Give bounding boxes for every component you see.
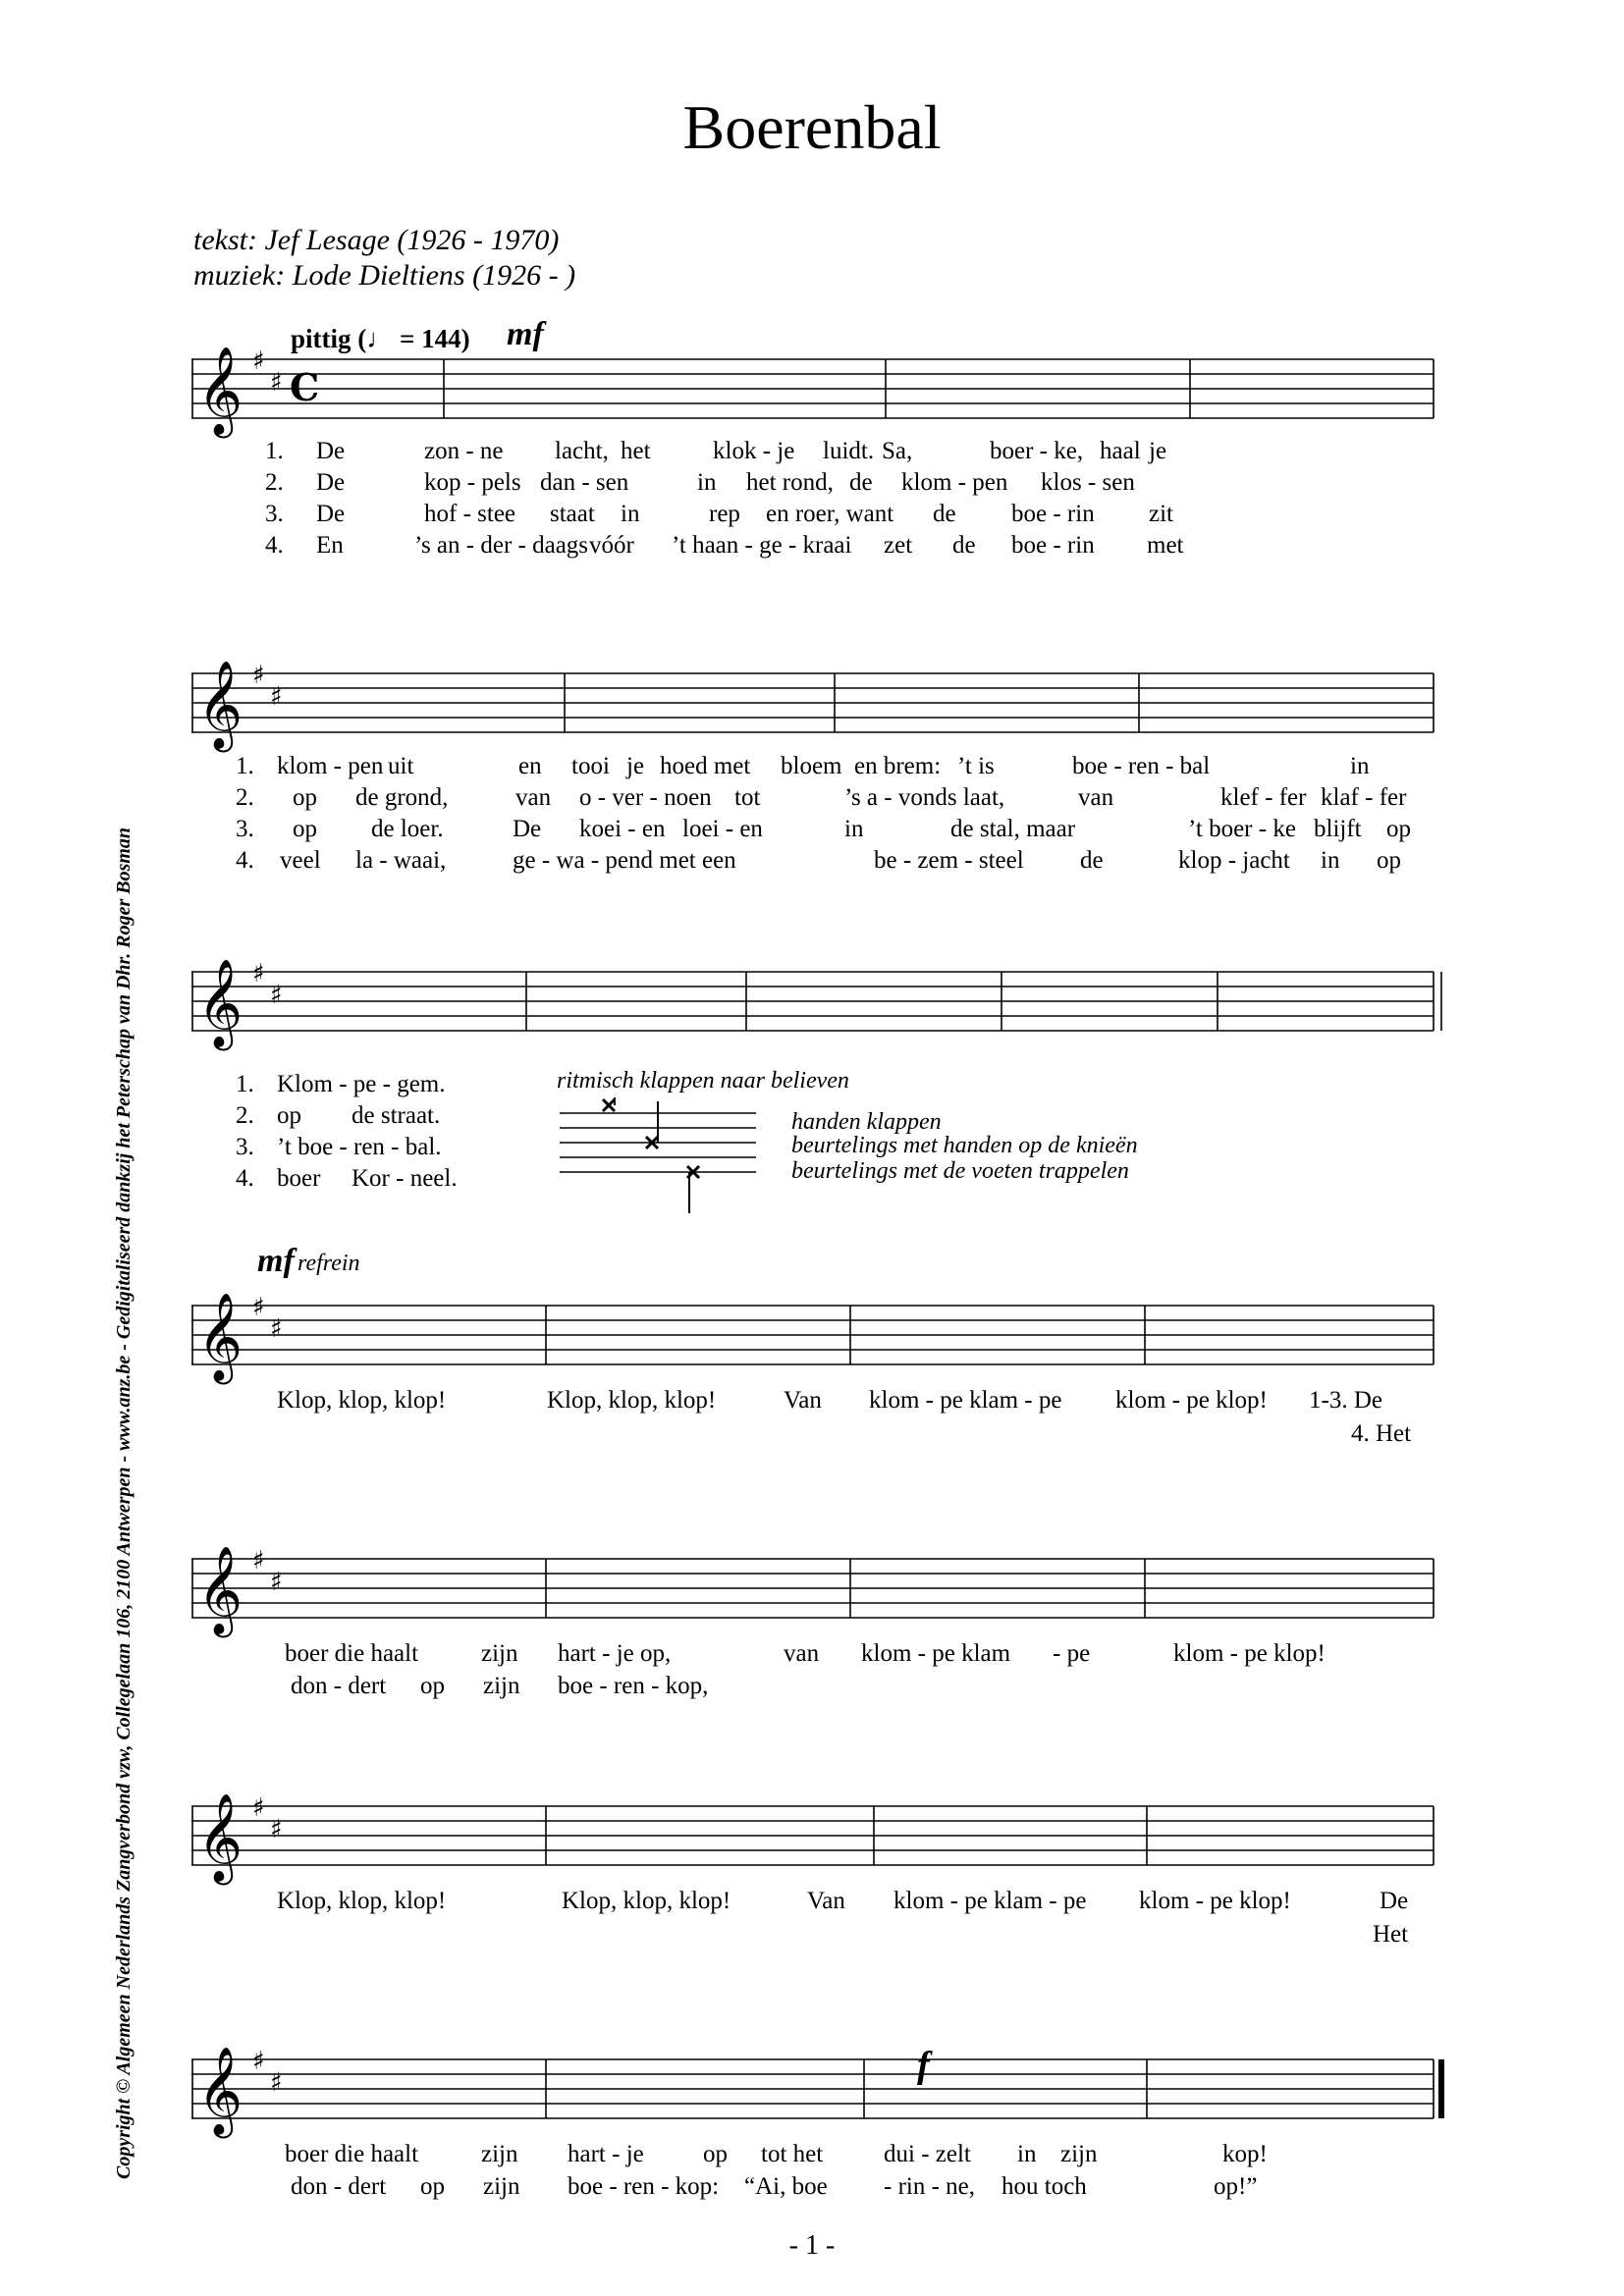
lyric-syllable: luidt. <box>823 438 875 464</box>
lyric-syllable: klom - pen <box>277 753 384 779</box>
treble-clef-icon: 𝄞 <box>197 1793 244 1882</box>
lyric-line-4 <box>236 1166 530 1198</box>
lyric-syllable: de grond, <box>355 784 449 811</box>
lyric-syllable: 1-3. De <box>1309 1387 1382 1414</box>
lyric-syllable: op <box>1386 816 1411 842</box>
lyric-syllable: kop - pels <box>424 469 521 496</box>
lyric-syllable: zijn <box>481 1640 518 1667</box>
lyric-syllable: klom - pe klop! <box>1115 1387 1268 1414</box>
lyric-syllable: De <box>316 469 346 496</box>
sharp-icon: ♯ <box>270 2068 283 2098</box>
lyric-syllable: loei - en <box>682 816 763 842</box>
lyric-syllable: zit <box>1149 501 1173 527</box>
sharp-icon: ♯ <box>270 1314 283 1344</box>
sharp-icon: ♯ <box>270 981 283 1010</box>
lyric-syllable: de <box>1080 847 1104 874</box>
lyric-syllable: klom - pe klop! <box>1173 1640 1326 1667</box>
lyric-syllable: het <box>621 438 651 464</box>
lyric-syllable: boe - rin <box>1011 501 1095 527</box>
lyric-syllable: En <box>316 532 344 559</box>
lyric-syllable: ’s a - vonds laat, <box>844 784 1005 811</box>
lyric-syllable: Klop, klop, klop! <box>277 1387 447 1414</box>
lyric-syllable: op <box>420 1673 445 1699</box>
lyric-line-4 <box>236 533 1434 564</box>
lyric-syllable: Klom - pe - gem. <box>277 1071 446 1097</box>
lyric-syllable: be - zem - steel <box>874 847 1024 874</box>
lyric-syllable: tot het <box>761 2141 824 2167</box>
dynamic-mf: mf <box>507 316 544 352</box>
lyric-syllable: in <box>621 501 640 527</box>
lyric-syllable: vóór <box>589 532 634 559</box>
lyric-syllable: boer <box>277 1165 321 1192</box>
lyric-syllable: Van <box>784 1387 822 1414</box>
lyric-syllable: boe - ren - bal <box>1072 753 1211 779</box>
verse-number: 1. <box>265 438 284 464</box>
lyric-syllable: - pe <box>1053 1640 1091 1667</box>
page-number: - 1 - <box>788 2230 836 2261</box>
lyric-syllable: hart - je <box>568 2141 644 2167</box>
lyric-syllable: zijn <box>483 2173 520 2200</box>
lyric-syllable: hart - je op, <box>558 1640 672 1667</box>
treble-clef-icon: 𝄞 <box>197 347 244 435</box>
lyric-line-3 <box>236 502 1434 533</box>
clap-heading: ritmisch klappen naar believen <box>557 1068 849 1094</box>
lyric-syllable: veel <box>280 847 321 874</box>
lyric-syllable: op <box>277 1102 301 1129</box>
lyric-syllable: Van <box>807 1888 845 1914</box>
lyric-syllable: klom - pe klam <box>861 1640 1011 1667</box>
lyrics-system-7-line-1 <box>0 2142 1624 2171</box>
lyric-syllable: de <box>952 532 976 559</box>
lyric-syllable: klef - fer <box>1220 784 1307 811</box>
lyric-syllable: De <box>316 438 346 464</box>
lyric-syllable: klok - je <box>713 438 795 464</box>
lyric-syllable: klom - pe klam - pe <box>893 1888 1087 1914</box>
lyric-syllable: zijn <box>1060 2141 1098 2167</box>
lyric-syllable: op!” <box>1214 2173 1258 2200</box>
sharp-icon: ♯ <box>252 347 265 376</box>
sharp-icon: ♯ <box>252 959 265 988</box>
common-time-icon: C <box>290 365 320 409</box>
lyric-syllable: hou toch <box>1001 2173 1087 2200</box>
lyric-syllable: de stal, maar <box>950 816 1076 842</box>
sharp-icon: ♯ <box>270 368 283 398</box>
lyric-line-1 <box>236 1072 530 1103</box>
sharp-icon: ♯ <box>252 2047 265 2076</box>
lyric-syllable: kop! <box>1222 2141 1268 2167</box>
lyric-syllable: bloem <box>781 753 842 779</box>
lyrics-system-6 <box>0 1889 1624 1918</box>
sharp-icon: ♯ <box>252 1793 265 1823</box>
lyric-syllable: in <box>1017 2141 1037 2167</box>
lyric-line-1 <box>236 439 1434 470</box>
verse-number: 3. <box>265 501 284 527</box>
lyric-syllable: in <box>1321 847 1340 874</box>
lyrics-system-3 <box>236 1072 530 1198</box>
lyric-syllable: la - waai, <box>355 847 447 874</box>
lyric-syllable: boe - rin <box>1011 532 1095 559</box>
verse-number: 2. <box>236 784 254 811</box>
lyric-syllable: de <box>849 469 873 496</box>
lyric-syllable: op <box>703 2141 728 2167</box>
lyric-syllable: je <box>1149 438 1167 464</box>
legend-knees: beurtelings met handen op de knieën <box>791 1133 1138 1158</box>
lyric-syllable: Kor - neel. <box>352 1165 458 1192</box>
treble-clef-icon: 𝄞 <box>197 959 244 1047</box>
lyric-syllable: ’t boe - ren - bal. <box>277 1134 442 1160</box>
lyric-syllable: in <box>697 469 717 496</box>
staff-system-3 <box>191 942 1443 1080</box>
verse-number: 1. <box>236 753 254 779</box>
lyric-syllable: klom - pe klam - pe <box>869 1387 1062 1414</box>
lyric-syllable: De <box>513 816 542 842</box>
lyrics-system-1 <box>236 439 1434 564</box>
dynamic-f: f <box>917 2045 930 2086</box>
legend-hands: handen klappen <box>791 1109 942 1135</box>
lyric-syllable: don - dert <box>291 2173 387 2200</box>
verse-number: 2. <box>265 469 284 496</box>
song-title: Boerenbal <box>682 92 942 162</box>
verse-number: 4. <box>265 532 284 559</box>
lyric-syllable: en <box>518 753 542 779</box>
lyric-alt: 4. Het <box>1351 1420 1412 1447</box>
quarter-note-icon: ♩ <box>366 324 394 353</box>
verse-number: 4. <box>236 1165 254 1192</box>
verse-number: 4. <box>236 847 254 874</box>
lyric-line-1 <box>236 754 1434 785</box>
sharp-icon: ♯ <box>270 1815 283 1844</box>
lyric-syllable: - rin - ne, <box>884 2173 976 2200</box>
lyric-line-2 <box>236 785 1434 817</box>
lyric-syllable: in <box>1350 753 1370 779</box>
verse-number: 1. <box>236 1071 254 1097</box>
lyric-syllable: de straat. <box>352 1102 441 1129</box>
lyric-syllable: boer die haalt <box>285 2141 419 2167</box>
lyric-line-2 <box>236 1103 530 1135</box>
lyric-line-2 <box>236 470 1434 502</box>
lyric-syllable: lacht, <box>555 438 609 464</box>
lyric-syllable: van <box>515 784 552 811</box>
composer-credit: muziek: Lode Dieltiens (1926 - ) <box>193 259 576 292</box>
lyric-syllable: ’t haan - ge - kraai <box>672 532 852 559</box>
lyric-syllable: ’t boer - ke <box>1188 816 1296 842</box>
lyrics-system-2 <box>236 754 1434 880</box>
lyric-syllable: het rond, <box>746 469 834 496</box>
lyric-syllable: koei - en <box>579 816 666 842</box>
lyrics-system-5-line-1 <box>0 1641 1624 1671</box>
lyric-syllable: dui - zelt <box>884 2141 971 2167</box>
lyric-syllable: op <box>293 816 317 842</box>
lyric-syllable: rep <box>709 501 740 527</box>
lyric-syllable: boe - ren - kop, <box>558 1673 709 1699</box>
lyric-syllable: en roer, want <box>766 501 894 527</box>
lyric-line-3 <box>236 817 1434 848</box>
lyric-syllable: De <box>1380 1888 1409 1914</box>
lyric-syllable: staat <box>550 501 595 527</box>
lyric-syllable: met <box>1147 532 1184 559</box>
lyric-syllable: hoed met <box>660 753 751 779</box>
lyricist-credit: tekst: Jef Lesage (1926 - 1970) <box>193 224 560 256</box>
lyric-syllable: uit <box>388 753 414 779</box>
lyric-syllable: klom - pen <box>901 469 1008 496</box>
lyric-syllable: Klop, klop, klop! <box>277 1888 447 1914</box>
lyric-syllable: boer die haalt <box>285 1640 419 1667</box>
treble-clef-icon: 𝄞 <box>197 1293 244 1381</box>
lyrics-system-4 <box>0 1388 1624 1417</box>
legend-feet: beurtelings met de voeten trappelen <box>791 1158 1129 1184</box>
verse-number: 2. <box>236 1102 254 1129</box>
lyric-syllable: klos - sen <box>1041 469 1135 496</box>
tempo-label: pittig ( <box>291 324 367 353</box>
lyric-syllable: klop - jacht <box>1178 847 1290 874</box>
lyric-syllable: zon - ne <box>424 438 504 464</box>
lyric-syllable: zijn <box>483 1673 520 1699</box>
lyric-syllable: Sa, <box>882 438 913 464</box>
lyric-syllable: tooi <box>571 753 610 779</box>
lyric-syllable: o - ver - noen <box>579 784 712 811</box>
lyric-syllable: je <box>626 753 645 779</box>
lyric-syllable: klaf - fer <box>1321 784 1407 811</box>
verse-number: 3. <box>236 816 254 842</box>
lyric-syllable: De <box>316 501 346 527</box>
lyric-syllable: tot <box>734 784 761 811</box>
sharp-icon: ♯ <box>270 1568 283 1597</box>
verse-number: 3. <box>236 1134 254 1160</box>
lyric-syllable: van <box>1078 784 1114 811</box>
lyric-line-4 <box>236 848 1434 880</box>
lyric-syllable: en brem: <box>854 753 942 779</box>
lyric-syllable: op <box>293 784 317 811</box>
sharp-icon: ♯ <box>252 1546 265 1575</box>
lyric-syllable: op <box>1377 847 1401 874</box>
lyric-syllable: haal <box>1100 438 1141 464</box>
lyric-syllable: ge - wa - pend met een <box>513 847 736 874</box>
lyric-syllable: “Ai, boe <box>744 2173 828 2200</box>
lyric-syllable: Klop, klop, klop! <box>547 1387 717 1414</box>
lyric-syllable: op <box>420 2173 445 2200</box>
lyrics-system-7-line-2 <box>0 2174 1624 2204</box>
lyric-syllable: in <box>844 816 864 842</box>
lyric-syllable: hof - stee <box>424 501 516 527</box>
lyric-syllable: de <box>933 501 956 527</box>
tempo-value: = 144) <box>400 324 470 353</box>
lyric-syllable: dan - sen <box>540 469 629 496</box>
lyric-syllable: boer - ke, <box>990 438 1084 464</box>
lyric-syllable: ’t is <box>957 753 995 779</box>
lyric-syllable: zijn <box>481 2141 518 2167</box>
lyric-syllable: ’s an - der - daags <box>414 532 589 559</box>
treble-clef-icon: 𝄞 <box>197 2047 244 2135</box>
lyric-syllable: de loer. <box>371 816 444 842</box>
refrain-label: refrein <box>298 1251 360 1276</box>
clap-legend-staff <box>560 1097 756 1215</box>
lyric-syllable: blijft <box>1314 816 1362 842</box>
lyric-syllable: klom - pe klop! <box>1139 1888 1291 1914</box>
sharp-icon: ♯ <box>270 682 283 712</box>
treble-clef-icon: 𝄞 <box>197 1546 244 1634</box>
lyric-syllable: don - dert <box>291 1673 387 1699</box>
lyric-syllable: zet <box>884 532 913 559</box>
treble-clef-icon: 𝄞 <box>197 661 244 749</box>
sharp-icon: ♯ <box>252 661 265 690</box>
sharp-icon: ♯ <box>252 1293 265 1322</box>
dynamic-mf-refrain: mf <box>257 1243 295 1279</box>
lyric-alt: Het <box>1373 1921 1409 1948</box>
lyric-line-3 <box>236 1135 530 1166</box>
lyric-syllable: van <box>784 1640 820 1667</box>
lyrics-system-5-line-2 <box>0 1674 1624 1703</box>
lyric-syllable: boe - ren - kop: <box>568 2173 720 2200</box>
copyright-notice: Copyright © Algemeen Nederlands Zangverbond vzw, Collegelaan 106, 2100 Antwerpen - www.anz.be - Gedigitaliseerd dankzij het Peterschap van Dhr. Roger Bosman <box>113 827 135 2179</box>
lyric-syllable: Klop, klop, klop! <box>562 1888 731 1914</box>
